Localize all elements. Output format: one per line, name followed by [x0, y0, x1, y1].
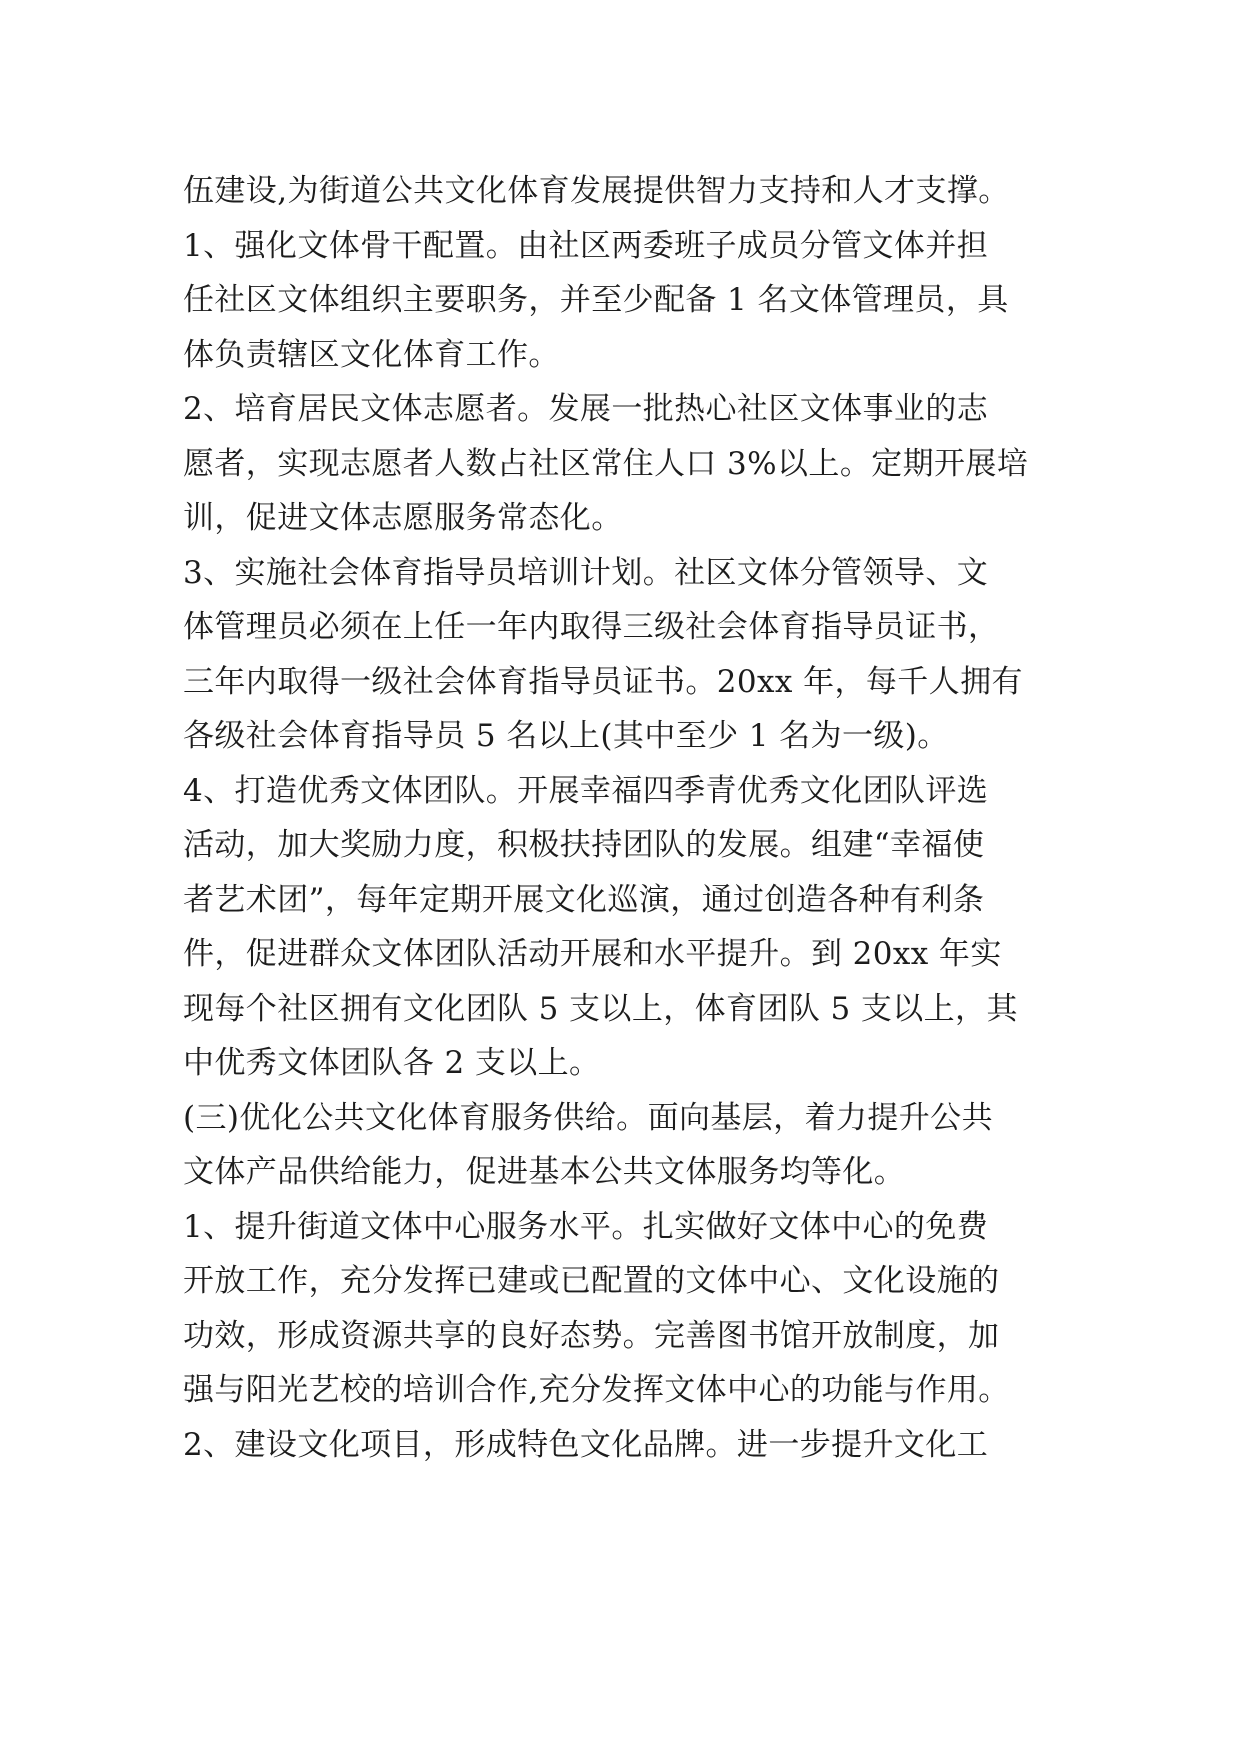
- text-line: 2、建设文化项目，形成特色文化品牌。进一步提升文化工: [183, 1426, 989, 1463]
- text-line: 1、强化文体骨干配置。由社区两委班子成员分管文体并担: [183, 227, 989, 264]
- text-line: 伍建设,为街道公共文化体育发展提供智力支持和人才支撑。: [183, 173, 1010, 209]
- text-line: 4、打造优秀文体团队。开展幸福四季青优秀文化团队评选: [183, 772, 989, 809]
- body-text: [183, 164, 1083, 1472]
- text-line: 1、提升街道文体中心服务水平。扎实做好文体中心的免费: [183, 1208, 989, 1245]
- text-line: 中优秀文体团队各 2 支以上。: [183, 1045, 601, 1081]
- text-line: 者艺术团”，每年定期开展文化巡演，通过创造各种有利条: [183, 881, 985, 918]
- text-line: 功效，形成资源共享的良好态势。完善图书馆开放制度，加: [183, 1317, 1000, 1354]
- text-line: 文体产品供给能力，促进基本公共文体服务均等化。: [183, 1154, 906, 1190]
- text-line: 愿者，实现志愿者人数占社区常住人口 3%以上。定期开展培: [183, 445, 1029, 482]
- text-line: 开放工作，充分发挥已建或已配置的文体中心、文化设施的: [183, 1263, 1000, 1299]
- text-line: 各级社会体育指导员 5 名以上(其中至少 1 名为一级)。: [183, 718, 949, 754]
- text-line: 任社区文体组织主要职务，并至少配备 1 名文体管理员，具: [183, 282, 1009, 318]
- text-line: 三年内取得一级社会体育指导员证书。20xx 年，每千人拥有: [183, 663, 1023, 700]
- text-line: 体负责辖区文化体育工作。: [183, 336, 560, 373]
- text-line: 3、实施社会体育指导员培训计划。社区文体分管领导、文: [183, 554, 989, 591]
- text-line: (三)优化公共文化体育服务供给。面向基层，着力提升公共: [183, 1099, 993, 1136]
- text-line: 件，促进群众文体团队活动开展和水平提升。到 20xx 年实: [183, 936, 1002, 972]
- text-line: 2、培育居民文体志愿者。发展一批热心社区文体事业的志: [183, 391, 989, 427]
- text-line: 活动，加大奖励力度，积极扶持团队的发展。组建“幸福使: [183, 827, 985, 863]
- text-line: 强与阳光艺校的培训合作,充分发挥文体中心的功能与作用。: [183, 1372, 1010, 1408]
- text-line: 体管理员必须在上任一年内取得三级社会体育指导员证书，: [183, 609, 1000, 645]
- text-line: 训，促进文体志愿服务常态化。: [183, 500, 623, 536]
- text-line: 现每个社区拥有文化团队 5 支以上，体育团队 5 支以上，其: [183, 990, 1018, 1027]
